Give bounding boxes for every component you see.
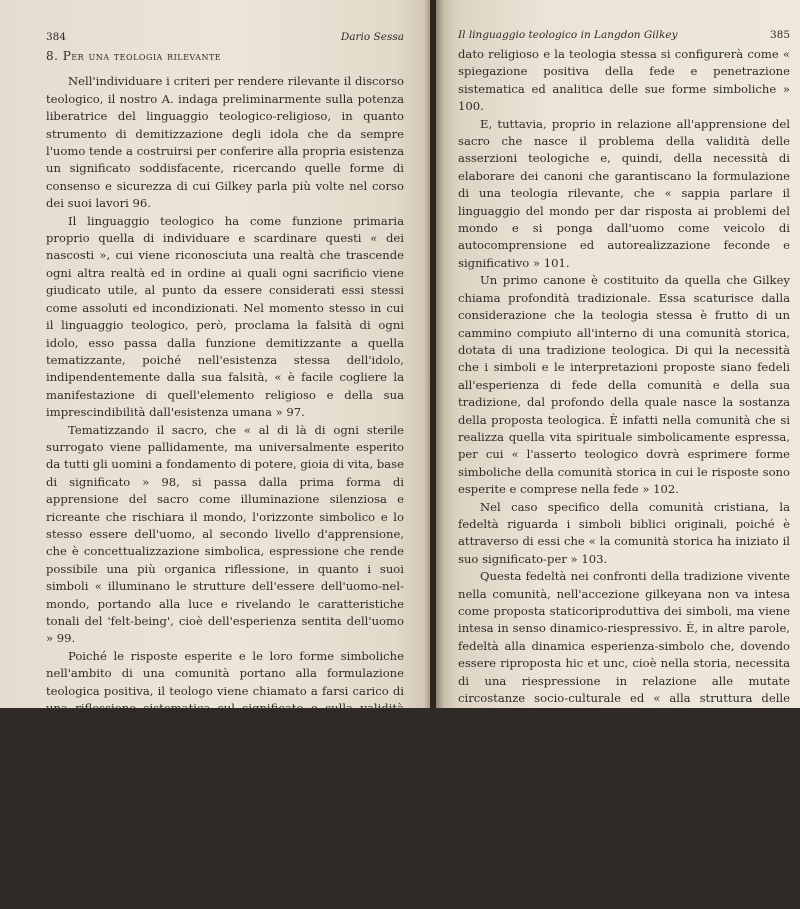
left-paragraph: Nell'individuare i criteri per rendere rilevante il discorso teologico, il nostro A. indaga preliminarmente sulla potenza liberatrice del linguaggio teologico-religioso, in quanto strumento di demitizzazione degli idola che da sempre l'uomo tende a costruirsi per conferire alla propria esistenza un significato soddisfacente, ricercando quelle forme di consenso e sicurezza di cui Gilkey parla più volte nel corso dei suoi lavori 96. xyxy=(46,74,404,211)
left-paragraph: Poiché le risposte esperite e le loro forme simboliche nell'ambito di una comunità portano alla formulazione teologica positiva, il teologo viene chiamato a farsi carico di una riflessione sistematica sul significato e sulla validità delle forme simboliche riguardanti il xyxy=(46,648,404,733)
right-paragraph: Un primo canone è costituito da quella che Gilkey chiama profondità tradizionale. Essa scaturisce dalla considerazione che la teologia stessa è frutto di un cammino compiuto all'interno di una comunità storica, dotata di una tradizione teologica. Di qui la necessità che i simboli e le interpretazioni proposte siano fedeli all'esperienza di fede della comunità e della sua tradizione, dal profondo della quale nasce la sostanza della proposta teologica. È infatti nella comunità che si realizza quella vita spirituale simbolicamente espressa, per cui « l'asserto teologico dovrà esprimere forme simboliche della comunità storica in cui le risposte sono esperite e comprese nella fede » 102. xyxy=(458,273,790,497)
left-page-number: 384 xyxy=(46,31,67,43)
right-paragraph: Nel caso specifico della comunità cristiana, la fedeltà riguarda i simboli biblici originali, poiché è attraverso di essi che « la comunità storica ha iniziato il suo significato-per » 103. xyxy=(458,499,790,566)
right-page-number: 385 xyxy=(769,29,790,41)
left-footnotes xyxy=(46,749,404,841)
right-paragraph: Un secondo canone è chiamato da Gilkey concretezza esistenziale. Esso nasce dalla considerazione che i simboli non debbono mai cessare di essere posti in stretta relazione con l'esperienza secolare. xyxy=(458,743,790,827)
right-page xyxy=(436,0,800,909)
chapter-heading: 8. Per una teologia rilevante xyxy=(46,49,222,63)
footnote: 99 Ib., 316. xyxy=(60,829,116,841)
footnote: 96 The Renewal, 311. A tal proposito cf L. Gilkey, Shantoung Compound, cit.; Cf J. Ratzinger, Introduzione al cristianesimo, Brescia 1969, 73-77. xyxy=(60,749,402,788)
left-page xyxy=(0,0,430,841)
left-running-head xyxy=(46,30,404,44)
right-running-head xyxy=(458,28,790,42)
right-paragraph: Questa fedeltà nei confronti della tradizione vivente nella comunità, nell'accezione gilkeyana non va intesa come proposta staticoriproduttiva dei simboli, ma viene intesa in senso dinamico-riespressivo. È, in altre parole, fedeltà alla dinamica esperienza-simbolo che, dovendo essere riproposta hic et unc, cioè nella storia, necessita di una riespressione in relazione alle mutate circostanze socio-culturale ed « alla struttura delle attitudini della comunità verso Dio, il mondo e la storia » 104. xyxy=(458,569,790,740)
running-title: Il linguaggio teologico in Langdon Gilkey xyxy=(458,29,678,41)
footnote: 103 Ib., 460. xyxy=(498,883,560,895)
left-paragraph: Il linguaggio teologico ha come funzione primaria proprio quella di individuare e scardinare questi « dei nascosti », cui viene riconosciuta una realtà che trascende ogni altra realtà ed in ordine ai quali ogni sacrificio viene giudicato utile, al punto da essere considerati essi stessi come assoluti ed incondizionati. Nel momento stesso in cui il linguaggio teologico, però, proclama la falsità di ogni idolo, esso passa dalla funzione demitizzante a quella tematizzante, poiché nell'esistenza stessa dell'idolo, indipendentemente dalla sua falsità, « è facile cogliere la manifestazione di quell'elemento religioso e della sua imprescindibilità dall'esistenza umana » 97. xyxy=(46,213,404,420)
footnote: 104 Ib., 461. xyxy=(498,897,560,909)
footnote: 102 Ib., 459. xyxy=(498,870,560,882)
right-paragraph: dato religioso e la teologia stessa si configurerà come « spiegazione positiva della fede e penetrazione sistematica ed analitica delle sue forme simboliche » 100. xyxy=(458,47,790,114)
footnote: 100 Ib., 455. xyxy=(498,844,560,856)
running-author: Dario Sessa xyxy=(340,31,404,43)
right-paragraph: E, tuttavia, proprio in relazione all'apprensione del sacro che nasce il problema della validità delle asserzioni teologiche e, quindi, della necessità di elaborare dei canoni che garantiscano la formulazione di una teologia rilevante, che « sappia parlare il linguaggio del mondo per dar risposta ai problemi del mondo e si ponga dall'uomo come veicolo di autocomprensione ed autorealizzazione feconde e significativo » 101. xyxy=(458,116,790,270)
footnote: 101 Ib., 450. xyxy=(498,857,560,869)
right-footnotes xyxy=(458,843,790,909)
footnote: 98 Ib., 314. Sulla duplice funzione del linguaggio teologico demitizzante e tematizzante cf Ib. 438 ss. xyxy=(60,802,347,827)
footnote: 97 Ib., 311. xyxy=(60,789,116,801)
left-paragraph: Tematizzando il sacro, che « al di là di ogni sterile surrogato viene pallidamente, ma universalmente esperito da tutti gli uomini a fondamento di potere, gioia di vita, base di significato » 98, si passa dalla prima forma di apprensione del sacro come illuminazione silenziosa e ricreante che rischiara il mondo, l'orizzonte simbolico e lo stesso essere dell'uomo, al secondo livello d'apprensione, che è concettualizzazione simbolica, espressione che rende possibile una più organica riflessione, in quanto i suoi simboli « illuminano le strutture dell'essere dell'uomo-nel-mondo, portando alla luce e rivelando le caratteristiche tonali del 'felt-being', cioè dell'esperienza sentita dell'uomo » 99. xyxy=(46,422,404,646)
